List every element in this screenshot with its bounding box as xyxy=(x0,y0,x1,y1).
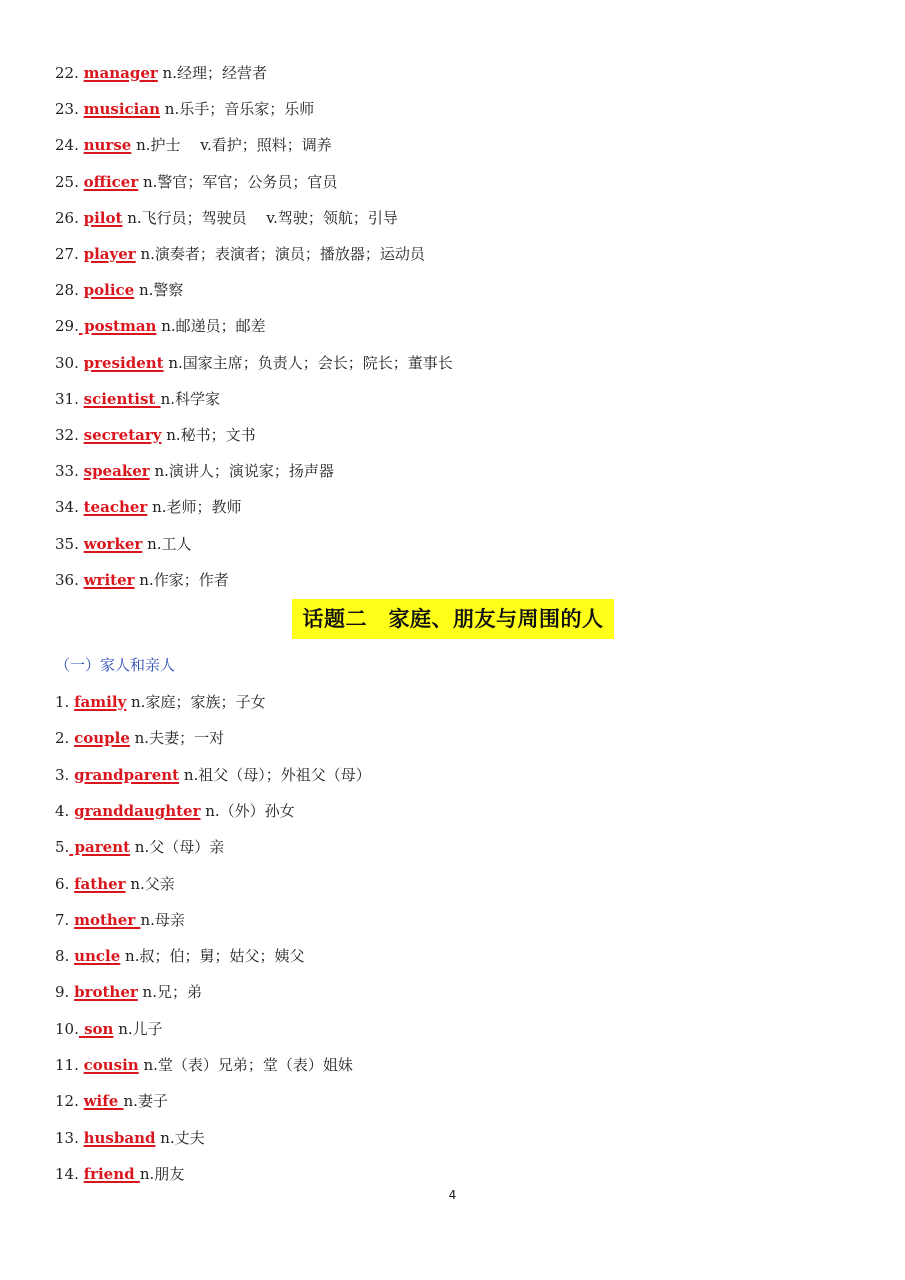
entry-definition: n.秘书；文书 xyxy=(161,426,256,444)
vocab-entry xyxy=(55,208,398,228)
entry-word: parent xyxy=(69,838,131,857)
entry-word: secretary xyxy=(83,426,162,444)
entry-number: 3. xyxy=(55,765,75,784)
vocab-entry xyxy=(55,982,202,1002)
entry-definition: n.夫妻；一对 xyxy=(129,729,225,748)
entry-word: father xyxy=(74,874,126,893)
entry-definition: n.妻子 xyxy=(123,1092,168,1111)
vocab-entry xyxy=(55,316,266,336)
entry-definition: n.老师；教师 xyxy=(147,498,242,517)
entry-definition: n.兄；弟 xyxy=(137,983,202,1002)
entry-definition: n.儿子 xyxy=(113,1019,163,1038)
entry-word: uncle xyxy=(74,947,121,966)
entry-number: 7. xyxy=(55,910,75,929)
entry-number: 9. xyxy=(55,983,75,1002)
entry-definition: n.邮递员；邮差 xyxy=(156,317,266,336)
vocab-entry xyxy=(55,1019,163,1039)
entry-number: 33. xyxy=(55,462,84,481)
entry-number: 12. xyxy=(55,1092,84,1111)
vocab-entry xyxy=(55,837,224,857)
vocab-entry xyxy=(55,801,295,821)
entry-definition: n.朋友 xyxy=(139,1164,185,1183)
vocab-entry xyxy=(55,765,371,785)
vocab-entry xyxy=(55,910,185,930)
entry-word: scientist xyxy=(83,389,161,408)
entry-number: 13. xyxy=(55,1128,84,1147)
entry-word: postman xyxy=(78,317,157,336)
vocab-entry xyxy=(55,99,314,119)
entry-word: son xyxy=(78,1019,114,1038)
page-number: 4 xyxy=(448,1188,457,1202)
entry-word: granddaughter xyxy=(74,801,201,820)
entry-word: mother xyxy=(74,910,141,929)
entry-definition: n.祖父（母）；外祖父（母） xyxy=(179,765,371,784)
entry-word: officer xyxy=(83,172,139,191)
subsection-heading: （一）家人和亲人 xyxy=(55,656,176,674)
entry-number: 26. xyxy=(55,208,84,227)
entry-number: 30. xyxy=(55,353,84,372)
entry-word: cousin xyxy=(83,1056,139,1074)
entry-word: speaker xyxy=(83,462,150,481)
vocab-entry xyxy=(55,353,453,373)
entry-definition: n.演奏者；表演者；演员；播放器；运动员 xyxy=(135,245,425,263)
entry-number: 14. xyxy=(55,1164,84,1183)
vocab-entry xyxy=(55,63,267,83)
vocab-entry xyxy=(55,1164,184,1184)
entry-word: friend xyxy=(83,1164,140,1183)
vocab-entry xyxy=(55,1128,205,1148)
entry-definition: n.丈夫 xyxy=(155,1128,205,1147)
entry-definition: n.科学家 xyxy=(160,389,221,408)
entry-number: 25. xyxy=(55,172,84,191)
entry-definition: n.国家主席；负责人；会长；院长；董事长 xyxy=(163,353,453,372)
vocab-entry xyxy=(55,728,224,748)
entry-word: couple xyxy=(74,729,130,748)
entry-definition: n.经理；经营者 xyxy=(157,64,267,82)
entry-word: president xyxy=(83,353,164,372)
entry-definition: n.工人 xyxy=(142,534,192,553)
entry-word: nurse xyxy=(83,136,132,155)
entry-number: 2. xyxy=(55,729,75,748)
vocab-entry xyxy=(55,244,425,264)
entry-number: 10. xyxy=(55,1019,79,1038)
vocab-entry xyxy=(55,570,229,590)
vocab-entry xyxy=(55,497,242,517)
entry-definition: n.护士 v.看护；照料；调养 xyxy=(131,136,332,155)
entry-number: 23. xyxy=(55,100,84,119)
entry-number: 28. xyxy=(55,281,84,300)
vocab-entry xyxy=(55,534,192,554)
entry-definition: n.堂（表）兄弟；堂（表）姐妹 xyxy=(138,1056,353,1074)
entry-number: 22. xyxy=(55,64,84,82)
entry-definition: n.父（母）亲 xyxy=(130,838,225,857)
entry-word: writer xyxy=(83,570,135,589)
entry-definition: n.家庭；家族；子女 xyxy=(126,693,266,711)
entry-definition: n.叔；伯；舅；姑父；姨父 xyxy=(120,947,305,966)
entry-word: manager xyxy=(83,64,158,82)
entry-number: 34. xyxy=(55,498,84,517)
vocab-entry xyxy=(55,1091,168,1111)
entry-number: 8. xyxy=(55,947,75,966)
entry-word: musician xyxy=(83,100,161,119)
entry-definition: n.作家；作者 xyxy=(134,570,229,589)
vocab-entry xyxy=(55,135,332,155)
vocab-entry xyxy=(55,874,175,894)
entry-word: pilot xyxy=(83,208,123,227)
entry-number: 27. xyxy=(55,245,84,263)
entry-word: grandparent xyxy=(74,765,180,784)
vocab-entry xyxy=(55,389,220,409)
entry-word: family xyxy=(74,693,127,711)
entry-definition: n.飞行员；驾驶员 v.驾驶；领航；引导 xyxy=(122,208,398,227)
vocab-entry xyxy=(55,1055,353,1075)
entry-word: worker xyxy=(83,534,143,553)
entry-number: 1. xyxy=(55,693,75,711)
entry-word: husband xyxy=(83,1128,156,1147)
entry-definition: n.父亲 xyxy=(125,874,175,893)
vocab-entry xyxy=(55,946,304,966)
vocab-entry xyxy=(55,461,334,481)
entry-definition: n.演讲人；演说家；扬声器 xyxy=(149,462,334,481)
entry-number: 4. xyxy=(55,801,75,820)
entry-word: brother xyxy=(74,983,138,1002)
vocab-entry xyxy=(55,280,183,300)
entry-number: 35. xyxy=(55,534,84,553)
entry-number: 29. xyxy=(55,317,79,336)
entry-word: police xyxy=(83,281,135,300)
vocab-entry xyxy=(55,425,256,445)
entry-definition: n.（外）孙女 xyxy=(200,801,295,820)
entry-number: 36. xyxy=(55,570,84,589)
entry-number: 6. xyxy=(55,874,75,893)
entry-definition: n.母亲 xyxy=(140,910,185,929)
vocab-entry xyxy=(55,692,265,712)
entry-definition: n.警察 xyxy=(134,281,184,300)
entry-word: wife xyxy=(83,1092,124,1111)
entry-word: teacher xyxy=(83,498,148,517)
entry-number: 11. xyxy=(55,1056,84,1074)
entry-definition: n.警官；军官；公务员；官员 xyxy=(138,172,338,191)
entry-definition: n.乐手；音乐家；乐师 xyxy=(160,100,315,119)
entry-word: player xyxy=(83,245,136,263)
entry-number: 5. xyxy=(55,838,70,857)
entry-number: 31. xyxy=(55,389,84,408)
topic-heading: 话题二 家庭、朋友与周围的人 xyxy=(292,599,614,639)
entry-number: 24. xyxy=(55,136,84,155)
entry-number: 32. xyxy=(55,426,84,444)
vocab-entry xyxy=(55,172,337,192)
